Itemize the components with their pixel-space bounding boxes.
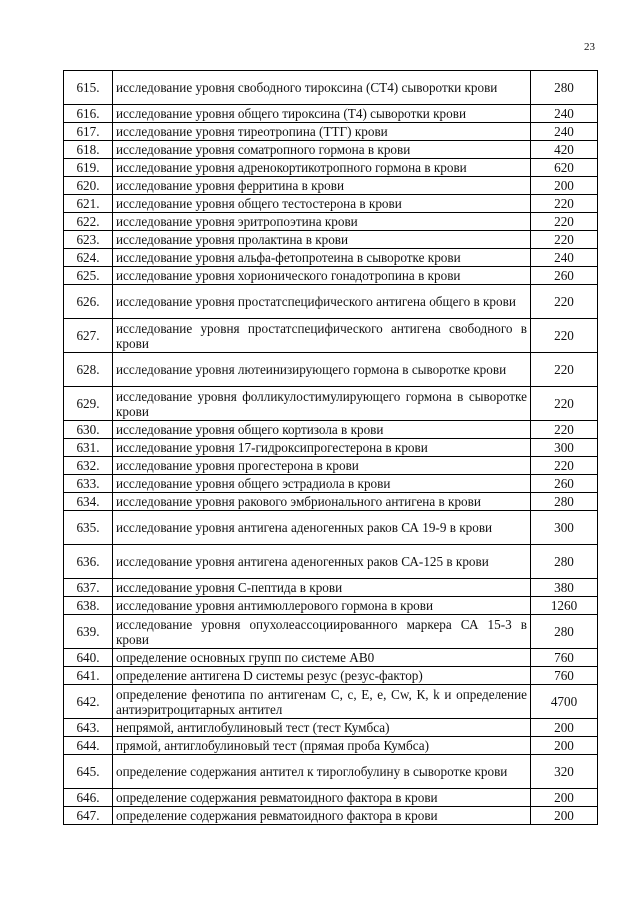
row-number: 638. xyxy=(64,597,113,615)
service-price: 200 xyxy=(531,789,598,807)
service-name: непрямой, антиглобулиновый тест (тест Кумбса) xyxy=(113,719,531,737)
service-name: исследование уровня ферритина в крови xyxy=(113,177,531,195)
service-price: 380 xyxy=(531,579,598,597)
row-number: 643. xyxy=(64,719,113,737)
service-price: 200 xyxy=(531,807,598,825)
service-name: определение антигена D системы резус (резус-фактор) xyxy=(113,667,531,685)
table-row xyxy=(64,457,598,475)
service-name: исследование уровня С-пептида в крови xyxy=(113,579,531,597)
table-row xyxy=(64,213,598,231)
table-row xyxy=(64,615,598,649)
row-number: 642. xyxy=(64,685,113,719)
table-row xyxy=(64,597,598,615)
table-row xyxy=(64,353,598,387)
row-number: 616. xyxy=(64,105,113,123)
table-row xyxy=(64,545,598,579)
row-number: 627. xyxy=(64,319,113,353)
service-name: исследование уровня общего эстрадиола в крови xyxy=(113,475,531,493)
table-row xyxy=(64,177,598,195)
service-price: 620 xyxy=(531,159,598,177)
table-row xyxy=(64,231,598,249)
service-name: исследование уровня 17-гидроксипрогестерона в крови xyxy=(113,439,531,457)
service-price: 280 xyxy=(531,615,598,649)
service-price: 200 xyxy=(531,177,598,195)
service-price: 220 xyxy=(531,421,598,439)
table-row xyxy=(64,195,598,213)
service-name: прямой, антиглобулиновый тест (прямая проба Кумбса) xyxy=(113,737,531,755)
table-row xyxy=(64,493,598,511)
table-row xyxy=(64,71,598,105)
service-price: 1260 xyxy=(531,597,598,615)
page-number: 23 xyxy=(584,41,595,53)
service-name: исследование уровня эритропоэтина крови xyxy=(113,213,531,231)
row-number: 646. xyxy=(64,789,113,807)
service-name: определение фенотипа по антигенам С, с, Е, е, Cw, К, k и определение антиэритроцитарных антител xyxy=(113,685,531,719)
row-number: 624. xyxy=(64,249,113,267)
row-number: 641. xyxy=(64,667,113,685)
row-number: 635. xyxy=(64,511,113,545)
service-price: 220 xyxy=(531,285,598,319)
row-number: 645. xyxy=(64,755,113,789)
service-name: исследование уровня антимюллерового гормона в крови xyxy=(113,597,531,615)
service-price: 220 xyxy=(531,213,598,231)
row-number: 639. xyxy=(64,615,113,649)
service-name: исследование уровня лютеинизирующего гормона в сыворотке крови xyxy=(113,353,531,387)
table-row xyxy=(64,387,598,421)
table-row xyxy=(64,755,598,789)
table-row xyxy=(64,511,598,545)
service-name: исследование уровня соматропного гормона в крови xyxy=(113,141,531,159)
row-number: 620. xyxy=(64,177,113,195)
table-row xyxy=(64,579,598,597)
row-number: 631. xyxy=(64,439,113,457)
service-price: 300 xyxy=(531,439,598,457)
service-price: 320 xyxy=(531,755,598,789)
service-name: исследование уровня ракового эмбрионального антигена в крови xyxy=(113,493,531,511)
service-name: исследование уровня тиреотропина (ТТГ) крови xyxy=(113,123,531,141)
service-name: исследование уровня антигена аденогенных раков СА 19-9 в крови xyxy=(113,511,531,545)
service-price: 260 xyxy=(531,267,598,285)
service-price: 200 xyxy=(531,737,598,755)
row-number: 633. xyxy=(64,475,113,493)
table-row xyxy=(64,667,598,685)
table-row xyxy=(64,285,598,319)
row-number: 629. xyxy=(64,387,113,421)
service-price: 4700 xyxy=(531,685,598,719)
table-row xyxy=(64,141,598,159)
row-number: 647. xyxy=(64,807,113,825)
row-number: 623. xyxy=(64,231,113,249)
table-row xyxy=(64,249,598,267)
service-price: 200 xyxy=(531,719,598,737)
service-name: исследование уровня простатспецифического антигена свободного в крови xyxy=(113,319,531,353)
service-name: исследование уровня антигена аденогенных раков СА-125 в крови xyxy=(113,545,531,579)
service-name: исследование уровня общего тестостерона в крови xyxy=(113,195,531,213)
service-name: исследование уровня альфа-фетопротеина в сыворотке крови xyxy=(113,249,531,267)
service-name: определение содержания ревматоидного фактора в крови xyxy=(113,807,531,825)
service-price: 420 xyxy=(531,141,598,159)
table-row xyxy=(64,649,598,667)
service-price: 240 xyxy=(531,105,598,123)
row-number: 615. xyxy=(64,71,113,105)
table-row xyxy=(64,439,598,457)
row-number: 619. xyxy=(64,159,113,177)
service-price: 240 xyxy=(531,249,598,267)
row-number: 626. xyxy=(64,285,113,319)
row-number: 622. xyxy=(64,213,113,231)
row-number: 634. xyxy=(64,493,113,511)
row-number: 617. xyxy=(64,123,113,141)
table-row xyxy=(64,475,598,493)
table-row xyxy=(64,267,598,285)
row-number: 636. xyxy=(64,545,113,579)
table-row xyxy=(64,685,598,719)
table-row xyxy=(64,159,598,177)
service-name: определение содержания ревматоидного фактора в крови xyxy=(113,789,531,807)
row-number: 628. xyxy=(64,353,113,387)
service-price: 220 xyxy=(531,231,598,249)
service-name: исследование уровня пролактина в крови xyxy=(113,231,531,249)
service-name: исследование уровня общего кортизола в крови xyxy=(113,421,531,439)
service-name: определение содержания антител к тироглобулину в сыворотке крови xyxy=(113,755,531,789)
service-name: исследование уровня свободного тироксина (СТ4) сыворотки крови xyxy=(113,71,531,105)
row-number: 637. xyxy=(64,579,113,597)
row-number: 621. xyxy=(64,195,113,213)
table-row xyxy=(64,105,598,123)
table-row xyxy=(64,319,598,353)
service-price: 220 xyxy=(531,195,598,213)
service-name: исследование уровня хорионического гонадотропина в крови xyxy=(113,267,531,285)
service-name: определение основных групп по системе АВ0 xyxy=(113,649,531,667)
table-row xyxy=(64,719,598,737)
service-price: 760 xyxy=(531,649,598,667)
row-number: 644. xyxy=(64,737,113,755)
table-body xyxy=(64,71,598,825)
service-price: 300 xyxy=(531,511,598,545)
table-row xyxy=(64,789,598,807)
service-price: 240 xyxy=(531,123,598,141)
services-price-table xyxy=(63,70,598,825)
service-price: 280 xyxy=(531,71,598,105)
row-number: 618. xyxy=(64,141,113,159)
service-name: исследование уровня фолликулостимулирующего гормона в сыворотке крови xyxy=(113,387,531,421)
service-name: исследование уровня адренокортикотропного гормона в крови xyxy=(113,159,531,177)
table-row xyxy=(64,807,598,825)
service-price: 260 xyxy=(531,475,598,493)
service-price: 220 xyxy=(531,457,598,475)
service-price: 220 xyxy=(531,353,598,387)
service-price: 280 xyxy=(531,545,598,579)
service-price: 280 xyxy=(531,493,598,511)
table-row xyxy=(64,123,598,141)
service-price: 220 xyxy=(531,319,598,353)
row-number: 625. xyxy=(64,267,113,285)
service-name: исследование уровня опухолеассоциированного маркера СА 15-3 в крови xyxy=(113,615,531,649)
service-name: исследование уровня простатспецифического антигена общего в крови xyxy=(113,285,531,319)
table-row xyxy=(64,421,598,439)
service-name: исследование уровня общего тироксина (Т4) сыворотки крови xyxy=(113,105,531,123)
row-number: 640. xyxy=(64,649,113,667)
service-price: 760 xyxy=(531,667,598,685)
service-price: 220 xyxy=(531,387,598,421)
service-name: исследование уровня прогестерона в крови xyxy=(113,457,531,475)
row-number: 632. xyxy=(64,457,113,475)
table-row xyxy=(64,737,598,755)
row-number: 630. xyxy=(64,421,113,439)
